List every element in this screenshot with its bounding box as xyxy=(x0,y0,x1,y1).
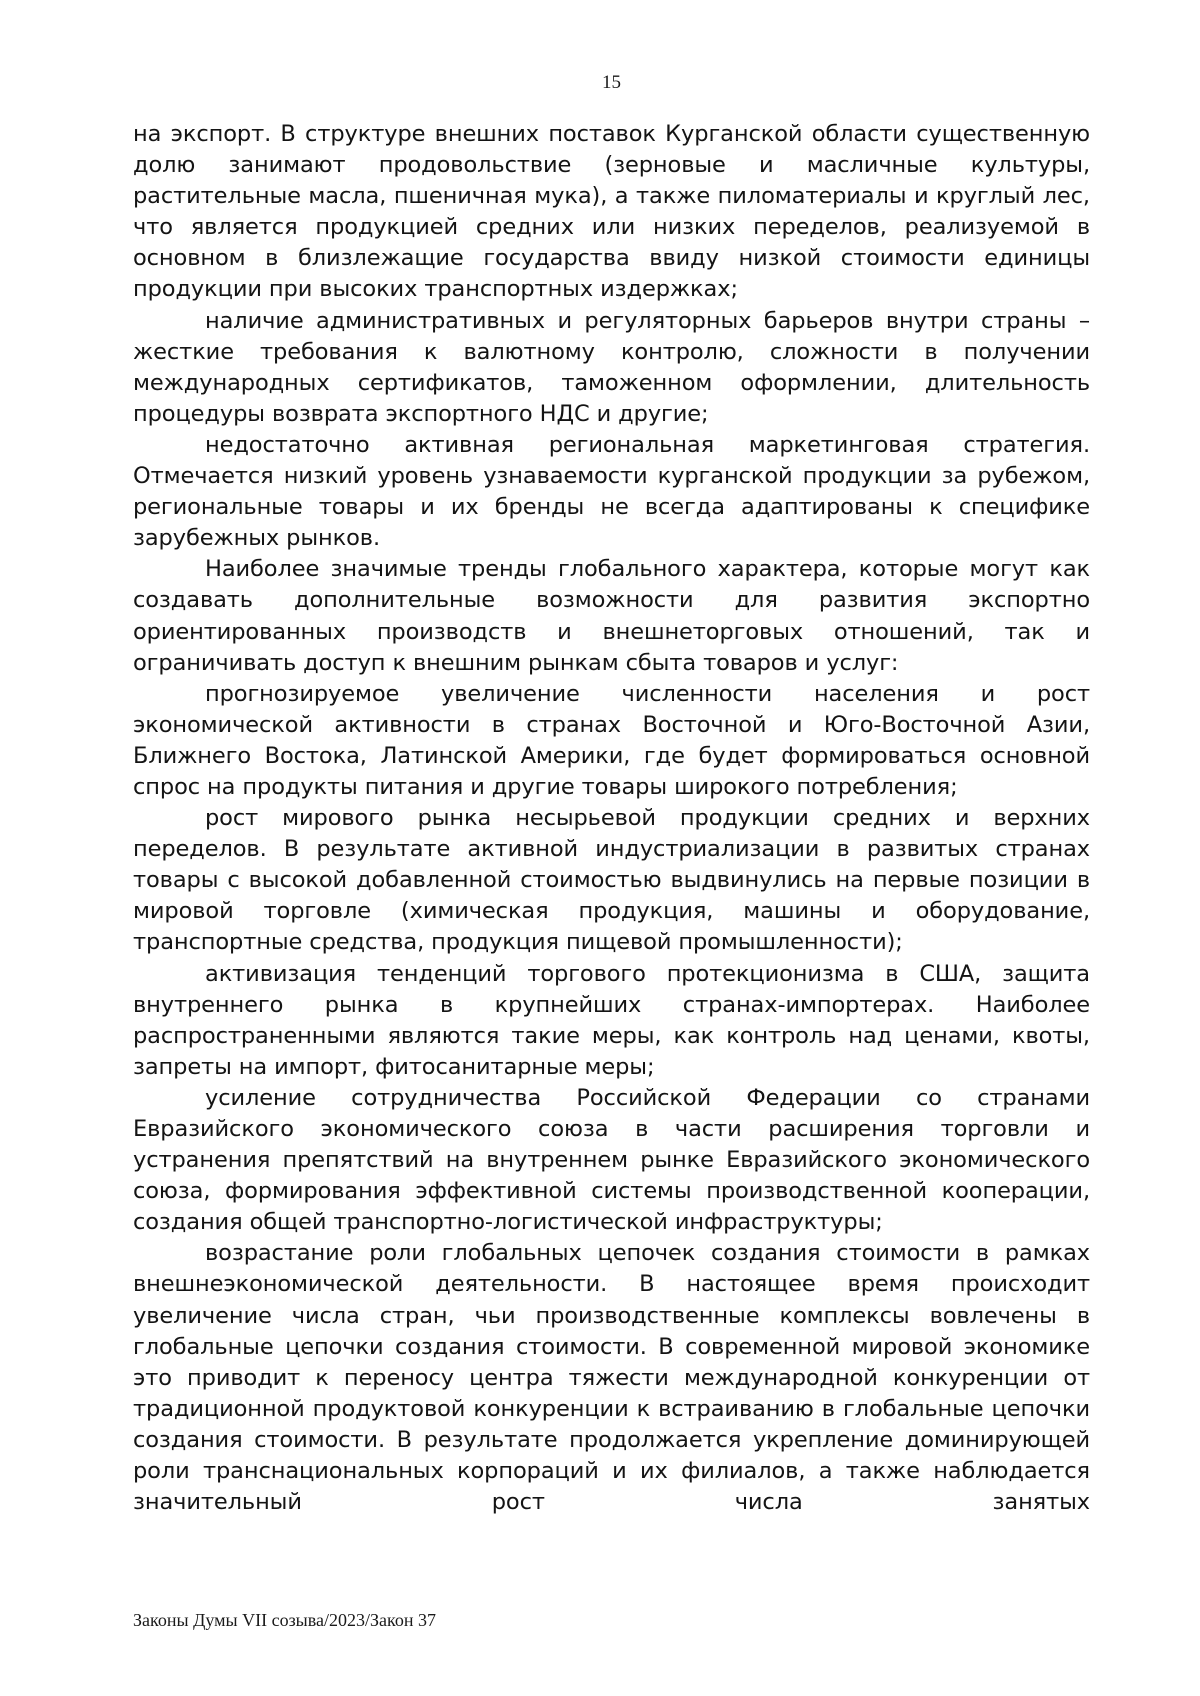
paragraph-non-raw-market: рост мирового рынка несырьевой продукции средних и верхних переделов. В результате активной индустриализации в развитых странах товары с высокой добавленной стоимостью выдвинулись на первые позиции в мировой торговле (химическая продукция, машины и оборудование, транспортные средства, продукция пищевой промышленности); xyxy=(133,805,1090,956)
paragraph-export-structure: на экспорт. В структуре внешних поставок Курганской области существенную долю занимают продовольствие (зерновые и масличные культуры, растительные масла, пшеничная мука), а также пиломатериалы и круглый лес, что является продукцией средних или низких переделов, реализуемой в основном в близлежащие государства ввиду низкой стоимости единицы продукции при высоких транспортных издержках; xyxy=(133,121,1090,303)
paragraph-marketing-strategy: недостаточно активная региональная маркетинговая стратегия. Отмечается низкий уровень узнаваемости курганской продукции за рубежом, региональные товары и их бренды не всегда адаптированы к специфике зарубежных рынков. xyxy=(133,431,1090,552)
paragraph-population-growth: прогнозируемое увеличение численности населения и рост экономической активности в странах Восточной и Юго-Восточной Азии, Ближнего Востока, Латинской Америки, где будет формироваться основной спрос на продукты питания и другие товары широкого потребления; xyxy=(133,680,1090,800)
paragraph-eaeu-cooperation: усиление сотрудничества Российской Федерации со странами Евразийского экономического союза в части расширения торговли и устранения препятствий на внутреннем рынке Евразийского экономического союза, формирования эффективной системы производственной кооперации, создания общей транспортно-логистической инфраструктуры; xyxy=(133,1084,1090,1236)
paragraph-admin-barriers: наличие административных и регуляторных барьеров внутри страны – жесткие требования к валютному контролю, сложности в получении международных сертификатов, таможенном оформлении, длительность процедуры возврата экспортного НДС и другие; xyxy=(133,307,1090,427)
document-footer: Законы Думы VII созыва/2023/Закон 37 xyxy=(133,1610,436,1630)
document-body xyxy=(133,119,1090,1518)
paragraph-value-chains: возрастание роли глобальных цепочек создания стоимости в рамках внешнеэкономической деятельности. В настоящее время происходит увеличение числа стран, чьи производственные комплексы вовлечены в глобальные цепочки создания стоимости. В современной мировой экономике это приводит к переносу центра тяжести международной конкуренции от традиционной продуктовой конкуренции к встраиванию в глобальные цепочки создания стоимости. В результате продолжается укрепление доминирующей роли транснациональных корпораций и их филиалов, а также наблюдается значительный рост числа занятых xyxy=(133,1240,1090,1516)
page-number: 15 xyxy=(602,72,621,93)
paragraph-global-trends: Наиболее значимые тренды глобального характера, которые могут как создавать дополнительные возможности для развития экспортно ориентированных производств и внешнеторговых отношений, так и ограничивать доступ к внешним рынкам сбыта товаров и услуг: xyxy=(133,556,1090,676)
paragraph-protectionism: активизация тенденций торгового протекционизма в США, защита внутреннего рынка в крупнейших странах-импортерах. Наиболее распространенными являются такие меры, как контроль над ценами, квоты, запреты на импорт, фитосанитарные меры; xyxy=(133,960,1090,1080)
